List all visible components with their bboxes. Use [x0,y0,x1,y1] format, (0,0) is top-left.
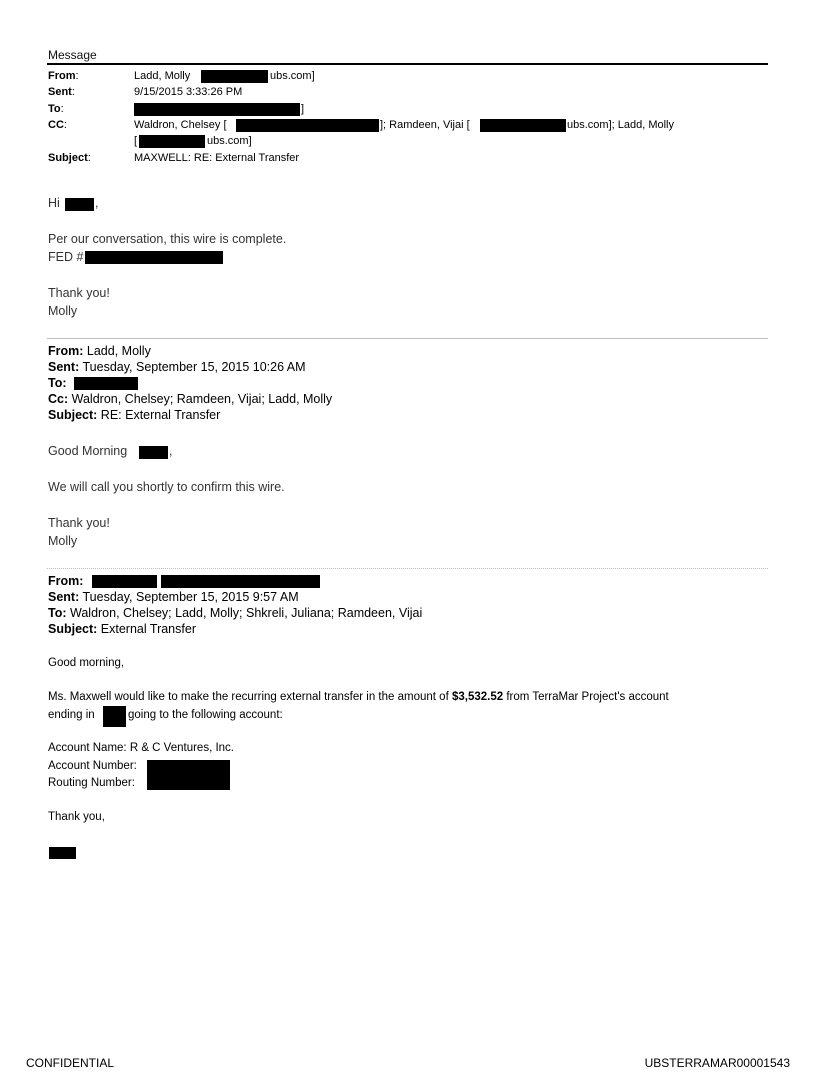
redaction-block [147,760,230,790]
cc-part3: ubs.com]; Ladd, Molly [567,119,674,131]
quoted-to: To: [48,376,67,390]
sent-value: 9/15/2015 3:33:26 PM [134,86,243,98]
message-title: Message [48,48,97,62]
thanks: Thank you! [48,516,110,530]
account-name: Account Name: R & C Ventures, Inc. [48,742,234,754]
header-divider [47,63,768,65]
greeting-comma: , [95,196,99,210]
quoted-from: From: Ladd, Molly [48,344,151,358]
redaction-block [134,103,300,116]
footer-confidential: CONFIDENTIAL [26,1056,115,1070]
divider [47,568,768,569]
body-line: Per our conversation, this wire is complete. [48,232,287,246]
transfer-paragraph-line2-b: going to the following account: [128,709,283,721]
redaction-block [74,377,138,390]
account-number-label: Account Number: [48,760,137,772]
redaction-block [480,119,566,132]
transfer-paragraph: Ms. Maxwell would like to make the recurring external transfer in the amount of $3,532.52 from TerraMar Project's account [48,691,669,703]
to-suffix: ] [301,103,305,115]
redaction-block [92,575,157,588]
redaction-block [201,70,268,83]
thanks: Thank you, [48,811,105,823]
to-label: To: [48,103,64,115]
redaction-block [103,706,126,727]
divider [47,338,768,339]
cc-line2-prefix: [ [134,135,138,147]
quoted-sent: Sent: Tuesday, September 15, 2015 9:57 AM [48,590,299,604]
greeting: Hi [48,196,60,210]
fed-label: FED # [48,250,84,264]
body-line: We will call you shortly to confirm this wire. [48,480,285,494]
cc-label: CC: [48,119,67,131]
thanks: Thank you! [48,286,110,300]
redaction-block [65,198,94,211]
redaction-block [85,251,223,264]
quoted-sent: Sent: Tuesday, September 15, 2015 10:26 AM [48,360,306,374]
signature: Molly [48,534,78,548]
greeting: Good morning, [48,657,125,669]
quoted-subject: Subject: RE: External Transfer [48,408,221,422]
cc-part2: ]; Ramdeen, Vijai [ [380,119,470,131]
redaction-block [161,575,320,588]
signature: Molly [48,304,78,318]
routing-number-label: Routing Number: [48,777,135,789]
quoted-to: To: Waldron, Chelsey; Ladd, Molly; Shkreli, Juliana; Ramdeen, Vijai [48,606,423,620]
redaction-block [139,446,168,459]
redaction-block [139,135,205,148]
footer-bates-number: UBSTERRAMAR00001543 [644,1056,790,1070]
transfer-amount: $3,532.52 [451,691,504,703]
from-suffix: ubs.com] [270,70,315,82]
transfer-paragraph-line2-a: ending in [48,709,95,721]
redaction-block [49,847,76,859]
quoted-subject: Subject: External Transfer [48,622,196,636]
redaction-block [236,119,379,132]
greeting: Good Morning [48,444,128,458]
subject-value: MAXWELL: RE: External Transfer [134,152,300,164]
cc-part1: Waldron, Chelsey [ [134,119,227,131]
subject-label: Subject: [48,152,91,164]
sent-label: Sent: [48,86,75,98]
from-value: Ladd, Molly [134,70,191,82]
cc-line2-suffix: ubs.com] [207,135,252,147]
quoted-from: From: [48,574,84,588]
greeting-comma: , [169,444,173,458]
from-label: From: [48,70,79,82]
quoted-cc: Cc: Waldron, Chelsey; Ramdeen, Vijai; Ladd, Molly [48,392,333,406]
